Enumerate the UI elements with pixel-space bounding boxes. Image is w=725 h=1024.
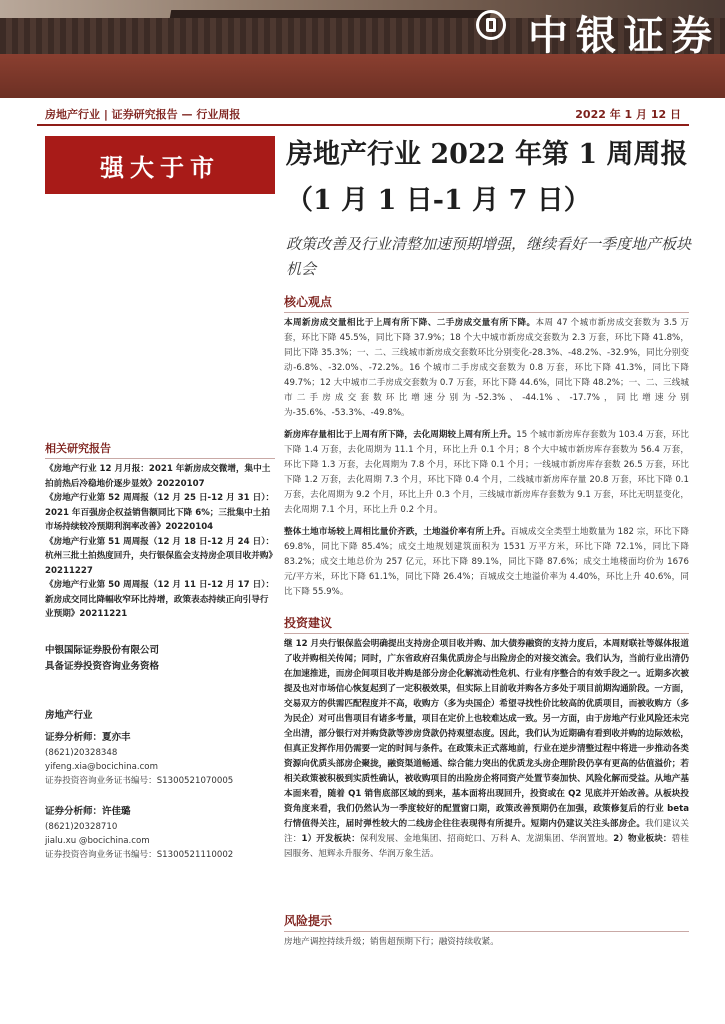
related-report-item[interactable]: 《房地产行业第 52 周周报（12 月 25 日-12 月 31 日）：2021 年百强房企权益销售额同比下降 6%；三批集中土拍市场持续较冷预期利润率改善》20220104 <box>45 493 275 532</box>
risk-text: 房地产调控持续升级；销售超预期下行；融资持续收紧。 <box>284 937 499 947</box>
investment-advice-section <box>284 614 689 862</box>
organization-block <box>45 643 275 675</box>
rating-badge: 强大于市 <box>45 136 275 194</box>
analyst-2-cert: 证券投资咨询业务证书编号：S1300521110002 <box>45 850 234 860</box>
organization-name: 中银国际证券股份有限公司 <box>45 645 160 656</box>
report-category: 房地产行业 | 证券研究报告 — 行业周报 <box>45 108 241 121</box>
core-paragraph-1-body: 本周 47 个城市新房成交套数为 3.5 万套，环比下降 45.5%，同比下降 37.9%；18 个大中城市新房成交套数为 2.3 万套，环比下降 41.8%，同比下降 35.3%；一、二、三线城市新房成交套数环比分别变化-28.3%、-48.2%、-32.9%，同比分别变动-6.8%、-32.0%、-72.2%。16 个城市二手房成交套数为 0.8 万套，环比下降 41.3%，同比下降 49.7%；12 大中城市二手房成交套数为 0.7 万套，环比下降 44.6%，同比下降 48.2%；一、二、三线城市二手房成交套数环比增速分别为-52.3%、-44.1%、-17.7%，同比增速分别为-35.6%、-53.3%、-49.8%。 <box>284 318 689 418</box>
organization-qualification: 具备证券投资咨询业务资格 <box>45 661 160 672</box>
development-sector-label: 1）开发板块： <box>301 834 360 844</box>
property-sector-stocks: 碧桂园服务、旭辉永升服务、华润万象生活。 <box>284 834 689 859</box>
section-divider <box>45 458 275 459</box>
core-paragraph-1-lead: 本周新房成交量相比于上周有所下降、二手房成交量有所下降。 <box>284 318 536 328</box>
investment-paragraph <box>284 637 689 862</box>
related-research-heading: 相关研究报告 <box>45 442 111 455</box>
header-banner <box>0 0 725 98</box>
section-divider <box>284 931 689 932</box>
section-divider <box>284 633 689 634</box>
analyst-1-email[interactable]: yifeng.xia@bocichina.com <box>45 762 158 772</box>
core-paragraph-1 <box>284 316 689 421</box>
core-paragraph-2-lead: 新房库存量相比于上周有所下降，去化周期较上周有所上升。 <box>284 430 517 440</box>
company-logo-text: 中银证券 <box>528 13 720 59</box>
analysts-block <box>45 708 275 862</box>
analyst-2-phone: (8621)20328710 <box>45 822 118 832</box>
core-paragraph-3 <box>284 525 689 600</box>
analyst-1-cert: 证券投资咨询业务证书编号：S1300521070005 <box>45 776 234 786</box>
investment-suggest-lead: 我们建议关注： <box>284 819 689 844</box>
related-report-item[interactable]: 《房地产行业第 51 周周报（12 月 18 日-12 月 24 日）：杭州三批土拍热度回升，央行银保监会支持房企项目收并购》20211227 <box>45 536 275 576</box>
section-heading: 核心观点 <box>284 295 333 309</box>
section-heading: 投资建议 <box>284 616 333 630</box>
report-header <box>37 104 689 124</box>
analyst-2-email[interactable]: jialu.xu @bocichina.com <box>45 836 150 846</box>
boc-logo-icon <box>476 10 506 40</box>
core-paragraph-2 <box>284 428 689 518</box>
core-paragraph-3-lead: 整体土地市场较上周相比量价齐跌，土地溢价率有所上升。 <box>284 527 511 537</box>
core-paragraph-3-body: 百城成交全类型土地数量为 182 宗，环比下降 69.8%，同比下降 85.4%；成交土地规划建筑面积为 1531 万平方米，环比下降 72.1%，同比下降 83.2%；成交土地总价为 257 亿元，环比下降 89.1%，同比下降 87.6%；成交土地楼面均价为 1676 元/平方米，环比下降 61.1%，同比下降 26.4%；百城成交土地溢价率为 4.40%，环比上升 40.6%，同比下降 55.9%。 <box>284 527 689 597</box>
risk-section <box>284 912 689 950</box>
analyst-1-phone: (8621)20328348 <box>45 748 118 758</box>
section-heading: 风险提示 <box>284 914 333 928</box>
sector-label: 房地产行业 <box>45 710 93 721</box>
related-report-item[interactable]: 《房地产行业 12 月月报：2021 年新房成交微增，集中土拍前热后冷稳地价逐步显效》20220107 <box>45 464 271 489</box>
report-title: 房地产行业 2022 年第 1 周周报（1 月 1 日-1 月 7 日） <box>286 139 688 216</box>
report-subtitle: 政策改善及行业清整加速预期增强，继续看好一季度地产板块机会 <box>286 235 692 278</box>
related-research-section <box>45 440 275 622</box>
analyst-1-title: 证券分析师：夏亦丰 <box>45 732 131 743</box>
analyst-2-title: 证券分析师：许佳璐 <box>45 806 131 817</box>
development-sector-stocks: 保利发展、金地集团、招商蛇口、万科 A、龙湖集团、华润置地。 <box>359 834 614 844</box>
related-report-item[interactable]: 《房地产行业第 50 周周报（12 月 11 日-12 月 17 日）：新房成交同比降幅收窄环比持增，政策表态持续正向引导行业预期》20211221 <box>45 580 275 619</box>
property-sector-label: 2）物业板块： <box>613 834 672 844</box>
section-divider <box>284 312 689 313</box>
header-divider <box>37 124 689 126</box>
core-views-section <box>284 293 689 600</box>
core-paragraph-2-body: 15 个城市新房库存套数为 103.4 万套，环比下降 1.4 万套，去化周期为 11.1 个月，环比上升 0.1 个月；8 个大中城市新房库存套数为 56.4 万套，环比下降 1.3 万套，去化周期为 7.8 个月，环比下降 0.1 个月；一线城市新房库存套数 26.5 万套，环比下降 1.2 万套，去化周期 7.3 个月，环比下降 0.4 个月，二线城市新房库存量 20.8 万套，环比下降 0.1 万套，去化周期为 9.2 个月，环比上升 0.3 个月，三线城市新房库存套数为 9.1 万套，环比无明显变化，去化周期 7.1 个月，环比上升 0.2 个月。 <box>284 430 689 515</box>
investment-paragraph-body: 继 12 月央行银保监会明确提出支持房企项目收并购、加大债券融资的支持力度后，本周财联社等媒体报道了收并购相关传闻；同时，广东省政府召集优质房企与出险房企的对接交流会。我们认为，当前行业出清仍在加速推进，而房企间项目收并购是部分房企化解流动性危机、行业有序整合的有效手段之一。近期多次被提及也对市场信心恢复起到了一定积极效果，但实际上目前收并购各方多处于项目前期沟通阶段。一方面，交易双方的供需匹配程度并不高，收购方（多为央国企）希望寻找性价比较高的优质项目，而被收购方（多为民企）对可出售项目有诸多考量，项目在定价上也较难达成一致。另一方面，由于房地产行业风险还未完全出清，部分银行对并购贷款等涉房贷款仍持观望态度。因此，我们认为近期确有看到收并购的边际效松，但真正发挥作用仍需要一定的时间与条件。在政策未正式落地前，行业在逆步清整过程中将进一步推动各类资源向优质头部房企聚拢，融资渠道畅通、综合能力突出的优质龙头房企理阶段仍享有更高的估值溢价；若相关政策被积极到实质性确认，被收购项目的出险房企将同资产处置节奏加快、风险化解而受益。从地产基本面来看，随着 Q1 销售底部区域的到来，基本面将出现回升，投资或在 Q2 见底并开始改善。从板块投资角度来看，我们仍然认为一季度较好的配置窗口期，政策改善预期仍在加强，政策修复后的行业 beta 行情值得关注，届时弹性较大的二线房企往往表现得有所提升。短期内仍建议关注头部房企。 <box>284 639 689 829</box>
report-date: 2022 年 1 月 12 日 <box>575 108 681 121</box>
